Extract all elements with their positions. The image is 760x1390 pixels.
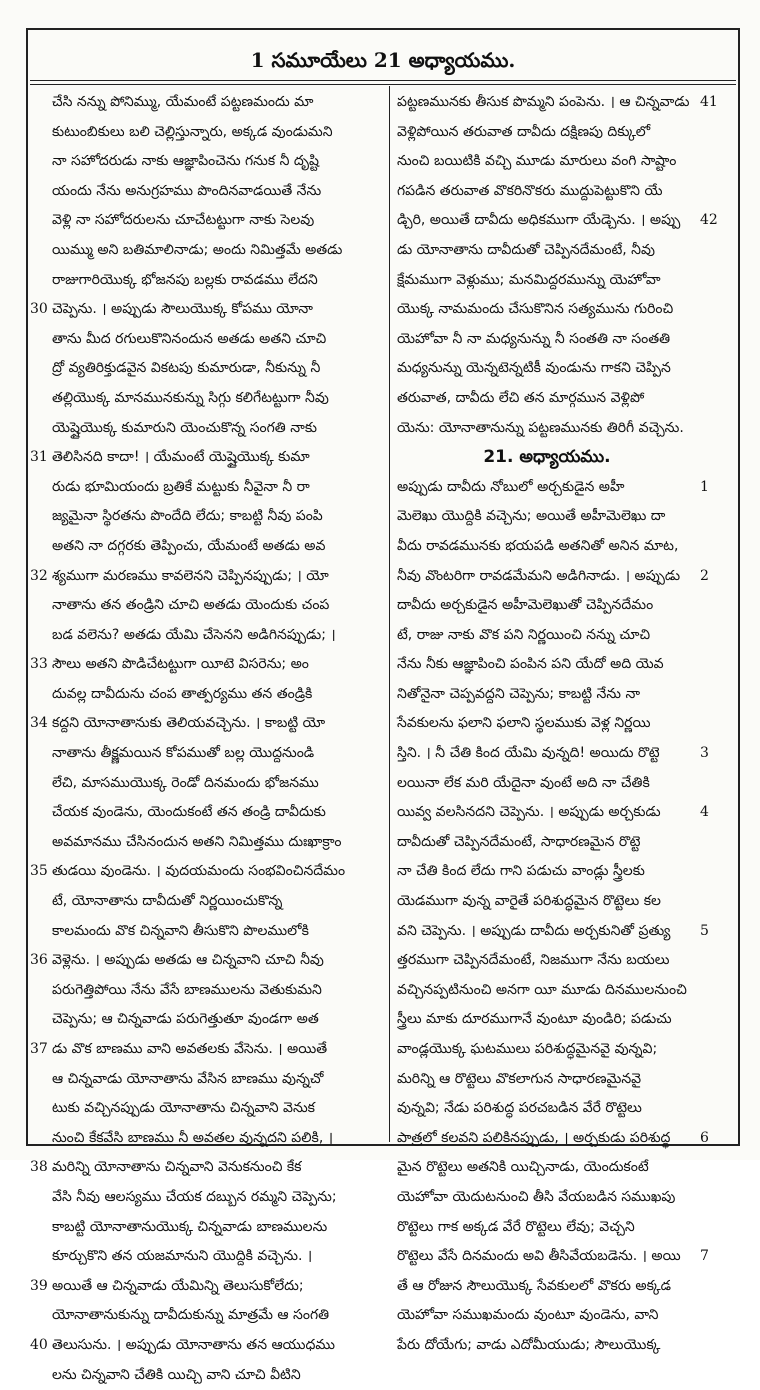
text-line	[397, 236, 697, 266]
text-line	[30, 295, 382, 325]
text-line	[397, 946, 697, 976]
text-line	[30, 1272, 382, 1302]
text-line	[30, 621, 382, 651]
text-line	[30, 591, 382, 621]
verse-number: 32	[30, 567, 48, 584]
text-line	[30, 147, 382, 177]
text-line	[30, 1361, 382, 1390]
header-rule-top	[30, 80, 736, 81]
line-text: మధ్యనున్ను యెన్నటెన్నటికీ వుండును గాకని చెప్పిన	[397, 360, 671, 377]
text-line	[397, 295, 697, 325]
line-text: స్త్రీలు మాకు దూరముగానే వుంటూ వుండిరి; పడుచు	[397, 1011, 672, 1028]
line-text: దువల్ల దావీదును చంప తాత్పర్యము తన తండ్రికి	[52, 685, 313, 702]
left-column	[30, 88, 382, 1390]
line-text: పాత్రలో కలవని పలికినప్పుడు, । అర్చకుడు పరిశుద్ధ	[397, 1129, 671, 1146]
line-text: లయినా లేక మరి యేదైనా వుంటే అది నా చేతికి	[397, 774, 650, 791]
line-text: యందు నేను అనుగ్రహము పొందినవాడయితే నేను	[52, 182, 322, 199]
line-text: బడ వలెను? అతడు యేమి చేసెనని అడిగినప్పుడు; ।	[52, 626, 336, 643]
text-line	[30, 887, 382, 917]
text-line	[30, 1005, 382, 1035]
line-text: రొట్టెలు వేసే దినమందు అవి తీసివేయబడెను. । అయి	[397, 1248, 681, 1265]
text-line	[397, 1242, 709, 1272]
text-line	[30, 1035, 382, 1065]
verse-number: 36	[30, 952, 48, 969]
text-line	[30, 1213, 382, 1243]
text-line	[397, 917, 709, 947]
text-line	[30, 650, 382, 680]
text-line	[30, 1242, 382, 1272]
line-text: క్షేమముగా వెళ్లుము; మనమిద్దరమున్ను యెహోవా	[397, 271, 661, 288]
text-line	[30, 443, 382, 473]
text-line	[397, 1124, 709, 1154]
text-line	[30, 798, 382, 828]
line-text: మైన రొట్టెలు అతనికి యిచ్చినాడు, యెందుకంటే	[397, 1159, 649, 1176]
text-line	[30, 1065, 382, 1095]
text-line	[397, 976, 697, 1006]
text-line	[30, 118, 382, 148]
text-line	[397, 857, 697, 887]
line-text: వున్నవి; నేడు పరిశుద్ధ పరచబడిన వేరే రొట్టెలు	[397, 1100, 642, 1117]
line-text: నా సహోదరుడు నాకు ఆజ్ఞాపించెను గనుక నీ దృష్టి	[52, 153, 319, 170]
line-text: నా చేతి కింద లేదు గాని పడుచు వాండ్లు స్త్రీలకు	[397, 863, 645, 880]
verse-number: 41	[700, 94, 718, 110]
text-line	[30, 1153, 382, 1183]
line-text: యిమ్ము అని బతిమాలినాడు; అందు నిమిత్తమే అతడు	[52, 241, 343, 258]
line-text: స్తిని. । నీ చేతి కింద యేమి వున్నది! అయిదు రొట్టె	[397, 745, 660, 762]
line-text: కుటుంబికులు బలి చెల్లిస్తున్నారు, అక్కడ వుండుమని	[52, 123, 333, 140]
text-line	[30, 1183, 382, 1213]
line-text: నాతాను తన తండ్రిని చూచి అతడు యెందుకు చంప	[52, 597, 330, 614]
line-text: వాండ్లయొక్క ఘటములు పరిశుద్ధమైనవై వున్నవి;	[397, 1041, 658, 1057]
chapter-heading: 21. అధ్యాయము.	[483, 447, 611, 468]
text-line	[30, 266, 382, 296]
text-line	[30, 917, 382, 947]
line-text: తెలిసినది కాదా! । యేమంటే యెష్షైయొక్క కుమా	[52, 449, 310, 466]
text-line	[397, 1213, 697, 1243]
text-line	[397, 206, 718, 236]
text-line	[397, 1331, 697, 1361]
line-text: కూర్చుకొని తన యజమానుని యొద్దికి వచ్చెను. ।	[52, 1248, 313, 1265]
text-line	[397, 1272, 697, 1302]
line-text: అప్పుడు దావీదు నోబులో అర్చకుడైన అహీ	[397, 478, 625, 495]
line-text: చేసి నన్ను పోనిమ్ము, యేమంటే పట్టణమందు మా	[52, 94, 314, 110]
line-text: నాతాను తీక్ష్ణమయిన కోపముతో బల్ల యొద్దనుండి	[52, 745, 315, 762]
verse-number: 7	[700, 1248, 709, 1265]
line-text: సౌలు అతని పొడిచేటట్టుగా యీటె విసరెను; అం	[52, 656, 309, 673]
line-text: రాజుగారియొక్క భోజనపు బల్లకు రావడము లేదని	[52, 271, 318, 288]
text-line	[397, 591, 697, 621]
text-line	[30, 1301, 382, 1331]
line-text: యెష్షైయొక్క కుమారుని యెంచుకొన్న సంగతి నాకు	[52, 419, 317, 436]
line-text: యెను: యోనాతానున్ను పట్టణమునకు తిరిగీ వచ్చెను.	[397, 419, 684, 436]
line-text: యెహోవా సముఖమందు వుంటూ వుండెను, వాని	[397, 1307, 659, 1324]
text-line	[30, 236, 382, 266]
text-line	[397, 621, 697, 651]
line-text: నుంచి కేకవేసి బాణము నీ అవతల వున్నదని పలికి, ।	[52, 1129, 334, 1146]
line-text: రొట్టెలు గాక అక్కడ వేరే రొట్టెలు లేవు; వెచ్చని	[397, 1218, 635, 1235]
text-line	[397, 266, 697, 296]
line-text: చెప్పెను; ఆ చిన్నవాడు పరుగెత్తుతూ వుండగా అత	[52, 1011, 319, 1028]
line-text: వెళ్లెను. । అప్పుడు అతడు ఆ చిన్నవాని చూచి నీవు	[52, 952, 324, 969]
line-text: కాబట్టి యోనాతానుయొక్క చిన్నవాడు బాణములను	[52, 1218, 328, 1235]
line-text: నీవు వొంటరిగా రావడమేమని అడిగినాడు. । అప్పుడు	[397, 567, 681, 584]
text-line	[397, 414, 697, 444]
text-line	[30, 354, 382, 384]
text-line	[30, 857, 382, 887]
text-line	[30, 325, 382, 355]
line-text: పరుగెత్తిపోయి నేను వేసే బాణములను వెతుకుమని	[52, 981, 322, 998]
line-text: లేచి, మాసముయొక్క రెండో దినమందు భోజనము	[52, 774, 319, 791]
text-line	[30, 1331, 382, 1361]
line-text: డ్చిరి, అయితే దావీదు అధికముగా యేడ్చెను. । అప్పు	[397, 212, 681, 229]
text-line	[397, 384, 697, 414]
line-text: యివ్వ వలసినదని చెప్పెను. । అప్పుడు అర్చకుడు	[397, 804, 661, 821]
verse-number: 37	[30, 1041, 48, 1057]
text-line	[30, 976, 382, 1006]
text-line	[397, 680, 697, 710]
text-line	[30, 502, 382, 532]
text-line	[30, 1094, 382, 1124]
text-line	[397, 1301, 697, 1331]
line-text: టే, యోనాతాను దావీదుతో నిర్ణయించుకొన్న	[52, 893, 283, 910]
header-rule-bottom	[30, 84, 736, 85]
verse-number: 3	[700, 745, 709, 762]
text-line	[397, 1094, 697, 1124]
text-line	[397, 325, 697, 355]
line-text: మెలెఖు యొద్దికి వచ్చెను; అయితే అహీమెలెఖు దా	[397, 508, 666, 525]
verse-number: 2	[700, 567, 709, 584]
line-text: తల్లియొక్క మానమునకున్ను సిగ్గు కలిగేటట్టుగా నీవు	[52, 389, 329, 406]
line-text: నేను నీకు ఆజ్ఞాపించి పంపిన పని యేదో అది యెవ	[397, 656, 664, 673]
text-line	[397, 1183, 697, 1213]
line-text: అవమానము చేసినందున అతని నిమిత్తము దుఃఖాక్రాం	[52, 833, 342, 850]
text-line	[30, 384, 382, 414]
line-text: మరిన్ని యోనాతాను చిన్నవాని వెనుకనుంచి కేక	[52, 1159, 302, 1176]
line-text: టే, రాజు నాకు వొక పని నిర్ణయించి నన్ను చూచి	[397, 626, 651, 643]
text-line	[397, 1153, 697, 1183]
text-line	[397, 1035, 697, 1065]
line-text: ద్రో వ్యతిరిక్తుడవైన వికటపు కుమారుడా, నీకున్ను నీ	[52, 360, 321, 377]
verse-number: 39	[30, 1277, 48, 1294]
verse-number: 1	[700, 478, 709, 495]
text-line	[397, 1005, 697, 1035]
line-text: యెడముగా వున్న వారైతే పరిశుద్ధమైన రొట్టెలు కల	[397, 893, 661, 910]
line-text: టుకు వచ్చినప్పుడు యోనాతాను చిన్నవాని వెనుక	[52, 1100, 315, 1117]
verse-number: 31	[30, 449, 48, 466]
line-text: యెహోవా నీ నా మధ్యనున్ను నీ సంతతి నా సంతతి	[397, 330, 671, 347]
text-line	[30, 769, 382, 799]
text-line	[397, 828, 697, 858]
line-text: వెళ్లిపోయిన తరువాత దావీదు దక్షిణపు దిక్కులో	[397, 123, 651, 140]
text-line	[30, 739, 382, 769]
text-line	[397, 650, 697, 680]
text-line	[30, 177, 382, 207]
line-text: తుడయి వుండెను. । వుదయమందు సంభవించినదేమం	[52, 863, 346, 880]
text-line	[30, 709, 382, 739]
text-line	[30, 680, 382, 710]
verse-number: 42	[700, 212, 718, 229]
line-text: తరువాత, దావీదు లేచి తన మార్గమున వెళ్లిపో	[397, 389, 645, 406]
line-text: వీదు రావడమునకు భయపడి అతనితో అనిన మాట,	[397, 537, 679, 554]
text-line	[30, 828, 382, 858]
right-column	[397, 88, 718, 1361]
line-text: చెప్పెను. । అప్పుడు సౌలుయొక్క కోపము యోనా	[52, 301, 313, 318]
text-line	[397, 118, 697, 148]
text-line	[397, 798, 709, 828]
text-line	[397, 354, 697, 384]
line-text: రుడు భూమియందు బ్రతికే మట్టుకు నీవైనా నీ రా	[52, 478, 310, 495]
line-text: దావీదుతో చెప్పినదేమంటే, సాధారణమైన రొట్టె	[397, 833, 641, 850]
line-text: త్తరముగా చెప్పినదేమంటే, నిజముగా నేను బయలు	[397, 952, 670, 969]
text-line	[397, 502, 697, 532]
text-line	[397, 562, 709, 592]
text-line	[30, 473, 382, 503]
verse-number: 35	[30, 863, 48, 880]
verse-number: 30	[30, 301, 48, 318]
line-text: అతని నా దగ్గరకు తెప్పించు, యేమంటే అతడు అవ	[52, 537, 326, 554]
line-text: డు వొక బాణము వాని అవతలకు వేసెను. । అయితే	[52, 1041, 328, 1057]
line-text: వచ్చినప్పటినుంచి అనగా యీ మూడు దినములనుంచి	[397, 981, 687, 998]
line-text: మరిన్ని ఆ రొట్టెలు వొకలాగున సాధారణమైనవై	[397, 1070, 642, 1087]
line-text: కద్దని యోనాతానుకు తెలియవచ్చెను. । కాబట్టి యో	[52, 715, 326, 732]
text-line	[30, 532, 382, 562]
line-text: యెహోవా యెదుటనుంచి తీసి వేయబడిన సముఖపు	[397, 1188, 676, 1205]
line-text: జ్యమైనా స్థిరతను పొందేది లేదు; కాబట్టి నీవు పంపి	[52, 508, 323, 525]
line-text: నుంచి బయిటికి వచ్చి మూడు మారులు వంగి సాష్టాం	[397, 153, 677, 170]
line-text: డు యోనాతాను దావీదుతో చెప్పినదేమంటే, నీవు	[397, 241, 655, 258]
page-title: 1 సమూయేలు 21 అధ్యాయము.	[250, 48, 516, 72]
line-text: గపడిన తరువాత వొకరినొకరు ముద్దుపెట్టుకొని యే	[397, 182, 663, 199]
line-text: చేయక వుండెను, యెందుకంటే తన తండ్రి దావీదుకు	[52, 804, 326, 821]
verse-number: 40	[30, 1336, 48, 1353]
text-line	[30, 414, 382, 444]
text-line	[30, 562, 382, 592]
line-text: యోనాతానుకున్ను దావీదుకున్ను మాత్రమే ఆ సంగతి	[52, 1307, 330, 1324]
text-line	[30, 88, 382, 118]
line-text: లను చిన్నవాని చేతికి యిచ్చి వాని చూచి వీటిని	[52, 1366, 301, 1383]
verse-number: 33	[30, 656, 48, 673]
line-text: తెలుసును. । అప్పుడు యోనాతాను తన ఆయుధము	[52, 1336, 336, 1353]
line-text: అయితే ఆ చిన్నవాడు యేమిన్ని తెలుసుకోలేదు;	[52, 1277, 304, 1294]
line-text: తే ఆ రోజున సౌలుయొక్క సేవకులలో వొకరు అక్కడ	[397, 1277, 672, 1294]
verse-number: 5	[700, 922, 709, 939]
text-line	[30, 1124, 382, 1154]
text-line	[397, 709, 697, 739]
line-text: దావీదు అర్చకుడైన అహీమెలెఖుతో చెప్పినదేమం	[397, 597, 654, 614]
column-divider	[389, 86, 390, 1142]
line-text: వేసి నీవు ఆలస్యము చేయక దబ్బున రమ్మని చెప్పెను;	[52, 1188, 337, 1205]
line-text: కాలమందు వొక చిన్నవాని తీసుకొని పొలములోకి	[52, 922, 309, 939]
line-text: సేవకులను ఫలాని ఫలాని స్థలముకు వెళ్ల నిర్ణయి	[397, 715, 651, 732]
line-text: వని చెప్పెను. । అప్పుడు దావీదు అర్చకునితో ప్రత్యు	[397, 922, 671, 939]
verse-number: 34	[30, 715, 48, 732]
line-text: పేరు దోయేగు; వాడు ఎదోమీయుడు; సౌలుయొక్క	[397, 1336, 661, 1353]
text-line	[397, 769, 697, 799]
line-text: తాను మీద రగులుకొనినందున అతడు అతని చూచి	[52, 330, 327, 347]
line-text: పట్టణమునకు తీసుక పొమ్మని పంపెను. । ఆ చిన్నవాడు	[397, 94, 690, 110]
text-line	[397, 88, 718, 118]
line-text: యొక్క నామమందు చేసుకొనిన సత్యమును గురించి	[397, 301, 674, 318]
line-text: ఆ చిన్నవాడు యోనాతాను వేసిన బాణము వున్నచో	[52, 1070, 324, 1087]
text-line	[397, 739, 709, 769]
text-line	[397, 1065, 697, 1095]
text-line	[30, 946, 382, 976]
line-text: శ్యముగా మరణము కావలెనని చెప్పినప్పుడు; । యో	[52, 567, 329, 584]
text-line	[397, 177, 697, 207]
line-text: నితోనైనా చెప్పవద్దని చెప్పెను; కాబట్టి నేను నా	[397, 685, 640, 702]
text-line	[30, 206, 382, 236]
text-line	[397, 147, 697, 177]
line-text: వెళ్లి నా సహోదరులను చూచేటట్టుగా నాకు సెలవు	[52, 212, 315, 229]
text-line	[397, 473, 709, 503]
verse-number: 4	[700, 804, 709, 821]
text-line	[397, 887, 697, 917]
verse-number: 6	[700, 1129, 709, 1146]
text-line	[397, 532, 697, 562]
verse-number: 38	[30, 1159, 48, 1176]
